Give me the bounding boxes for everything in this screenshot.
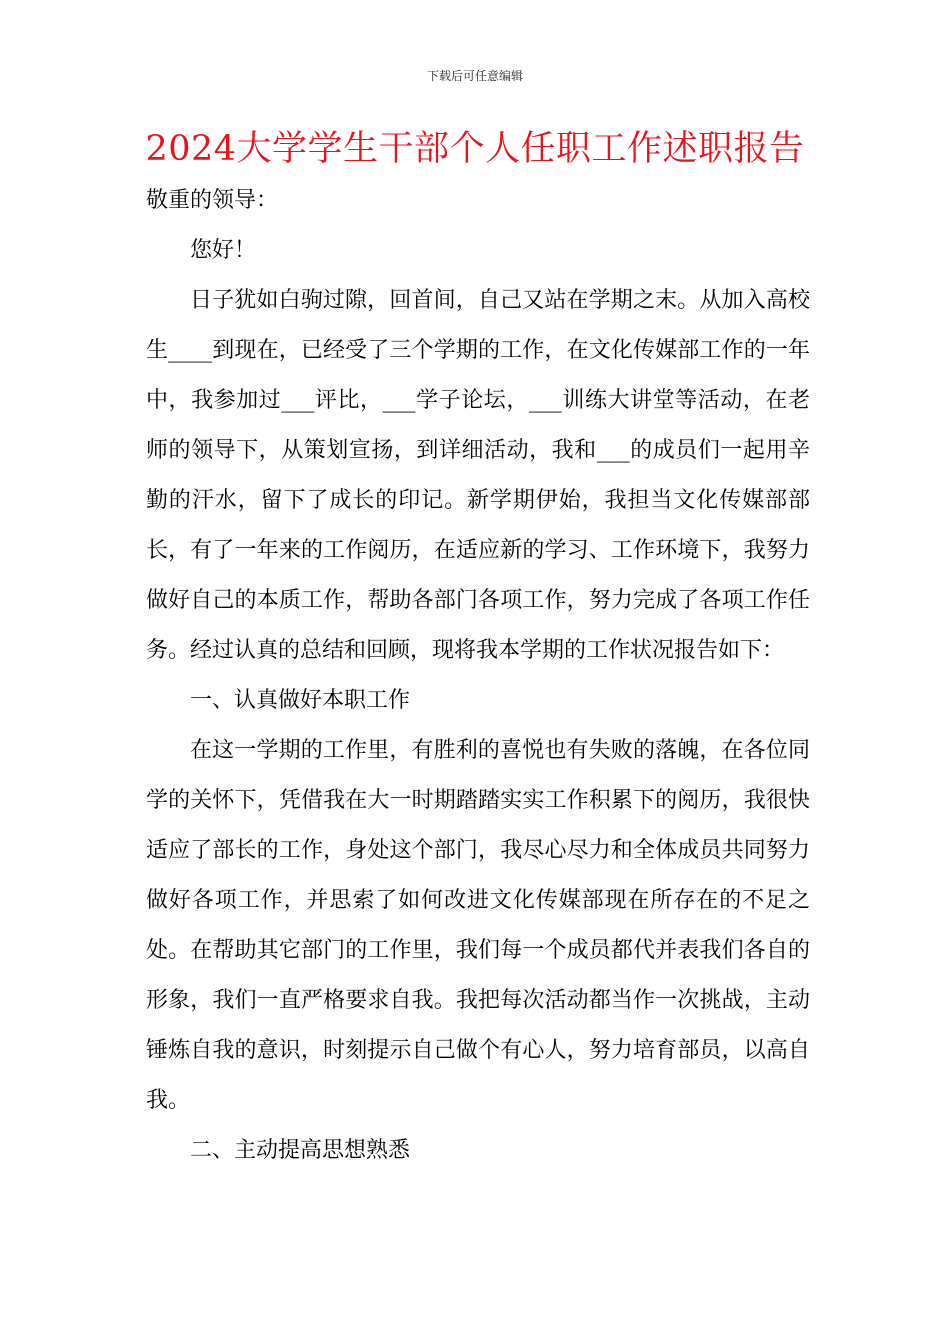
salutation: 敬重的领导： [146, 188, 279, 213]
section-heading-2: 二、主动提高思想熟悉 [190, 1138, 411, 1163]
section-heading-1: 一、认真做好本职工作 [190, 688, 411, 713]
document-body [146, 176, 810, 1176]
greeting: 您好！ [190, 238, 257, 263]
header-note: 下载后可任意编辑 [426, 69, 523, 83]
document-title: 2024大学学生干部个人任职工作述职报告 [145, 129, 805, 169]
intro-paragraph: 日子犹如白驹过隙，回首间，自己又站在学期之末。从加入高校生____到现在，已经受了三个学期的工作，在文化传媒部工作的一年中，我参加过___评比，___学子论坛，___训练大讲堂等活动，在老师的领导下，从策划宣扬，到详细活动，我和___的成员们一起用辛勤的汗水，留下了成长的印记。新学期伊始，我担当文化传媒部部长，有了一年来的工作阅历，在适应新的学习、工作环境下，我努力做好自己的本质工作，帮助各部门各项工作，努力完成了各项工作任务。经过认真的总结和回顾，现将我本学期的工作状况报告如下： [146, 288, 810, 663]
section-paragraph-1: 在这一学期的工作里，有胜利的喜悦也有失败的落魄，在各位同学的关怀下，凭借我在大一时期踏踏实实工作积累下的阅历，我很快适应了部长的工作，身处这个部门，我尽心尽力和全体成员共同努力做好各项工作，并思索了如何改进文化传媒部现在所存在的不足之处。在帮助其它部门的工作里，我们每一个成员都代并表我们各自的形象，我们一直严格要求自我。我把每次活动都当作一次挑战，主动锤炼自我的意识，时刻提示自己做个有心人，努力培育部员，以高自我。 [146, 738, 810, 1113]
